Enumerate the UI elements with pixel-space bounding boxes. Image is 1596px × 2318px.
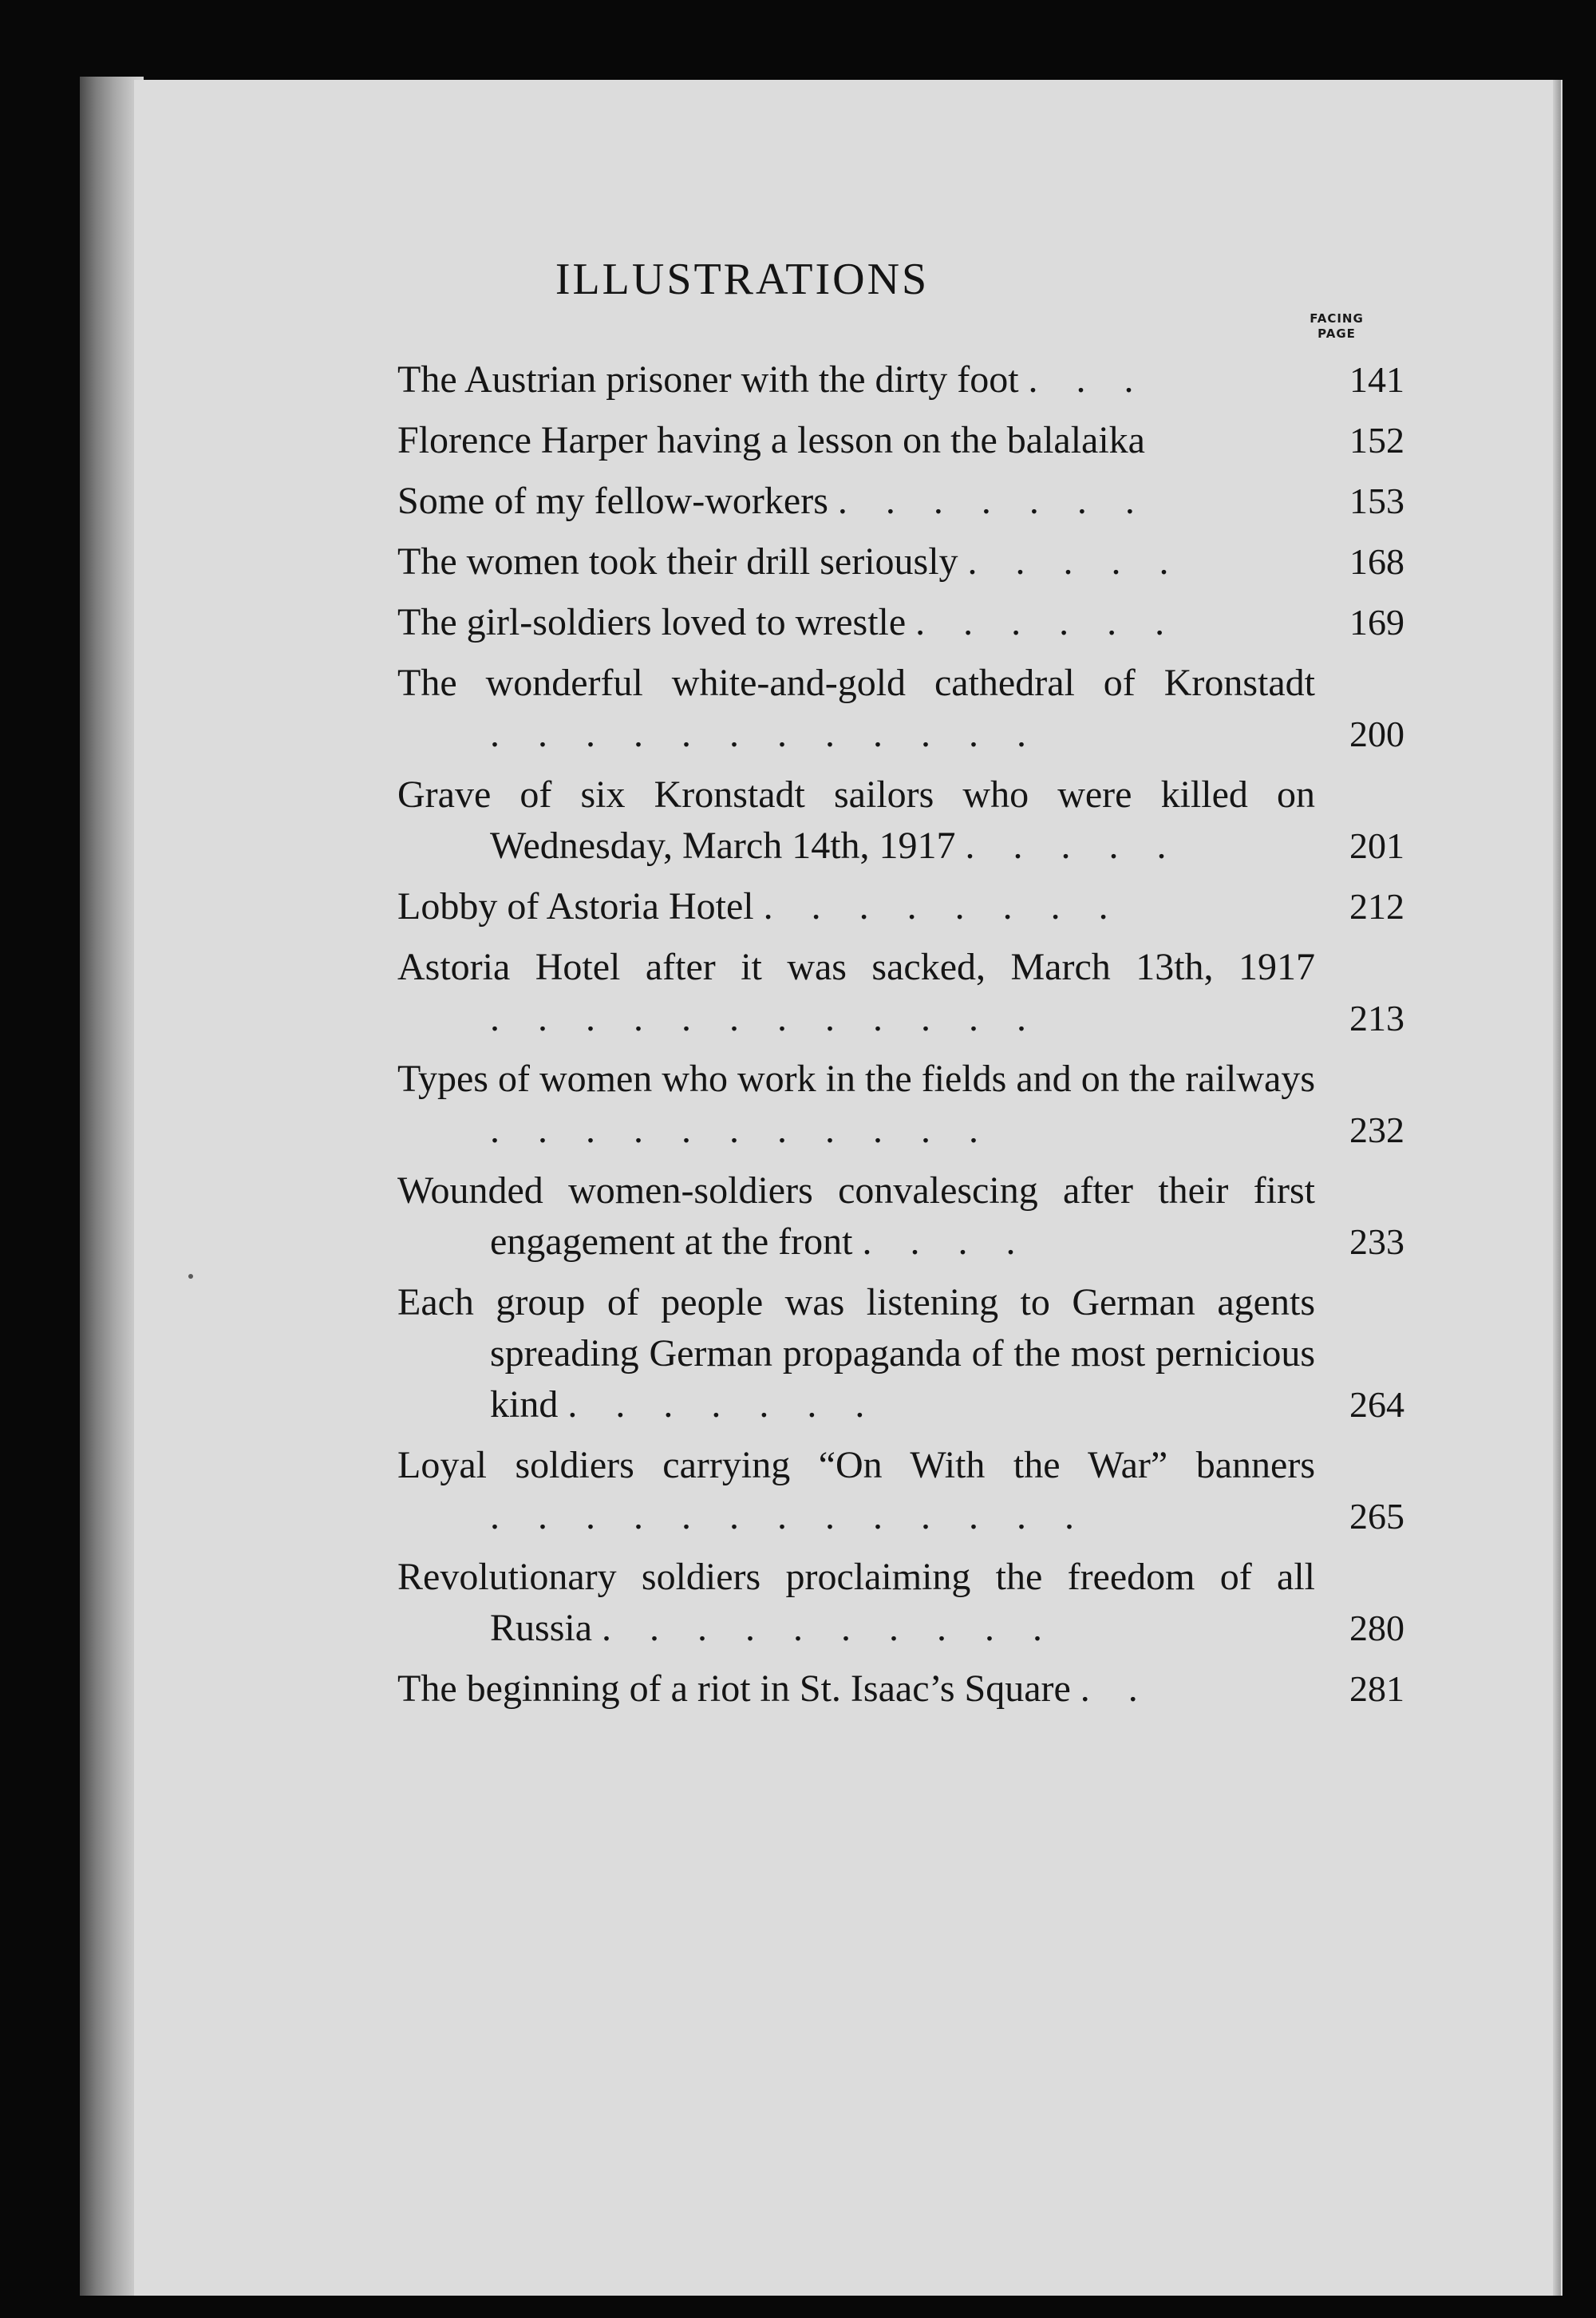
dot-leader: . . . . . . . <box>567 1383 879 1426</box>
entry-caption <box>397 536 1315 587</box>
list-item <box>397 1663 1404 1715</box>
entry-page-number: 141 <box>1349 359 1404 400</box>
caption-text: Loyal soldiers carrying “On With the War” banners <box>397 1444 1315 1486</box>
entry-caption <box>397 1552 1315 1654</box>
caption-text: The women took their drill seriously <box>397 540 958 583</box>
entry-caption <box>397 1663 1315 1715</box>
facing-page-column-header <box>1293 311 1381 342</box>
entry-page-number: 281 <box>1349 1668 1404 1709</box>
list-item <box>397 658 1404 760</box>
dot-leader: . . . . . . . . . . . <box>490 1109 993 1151</box>
scan-speck <box>188 1274 193 1279</box>
list-item <box>397 354 1404 405</box>
list-item <box>397 942 1404 1044</box>
caption-text: Each group of people was listening to German agents spreading German propaganda of the most pernicious kind <box>397 1281 1315 1426</box>
dot-leader: . . . . . . <box>915 601 1179 643</box>
caption-text: Some of my fellow-workers <box>397 480 828 522</box>
caption-text: Wounded women-soldiers convalescing after their first engagement at the front <box>397 1169 1315 1263</box>
entry-page-number: 232 <box>1349 1110 1404 1150</box>
list-item <box>397 536 1404 587</box>
list-item <box>397 597 1404 648</box>
entry-caption <box>397 1440 1315 1542</box>
entry-caption <box>397 354 1315 405</box>
caption-text: Florence Harper having a lesson on the balalaika <box>397 419 1145 461</box>
entry-page-number: 265 <box>1349 1496 1404 1537</box>
dot-leader: . . . . . . . . . . <box>602 1607 1057 1649</box>
entry-caption <box>397 1277 1315 1430</box>
caption-text: Astoria Hotel after it was sacked, March 13th, 1917 <box>397 946 1315 988</box>
entry-caption <box>397 1054 1315 1156</box>
entry-caption <box>397 881 1315 932</box>
entry-page-number: 280 <box>1349 1608 1404 1648</box>
entry-caption <box>397 658 1315 760</box>
entry-caption <box>397 415 1315 466</box>
illustrations-list <box>397 354 1404 1724</box>
dot-leader: . . . . . . . . <box>763 885 1123 928</box>
dot-leader: . . . . <box>862 1220 1030 1263</box>
entry-caption <box>397 1165 1315 1268</box>
caption-text: The wonderful white-and-gold cathedral of Kronstadt <box>397 662 1315 704</box>
column-header-line-2: PAGE <box>1317 326 1356 341</box>
list-item <box>397 1552 1404 1654</box>
list-item <box>397 1054 1404 1156</box>
caption-text: The girl-soldiers loved to wrestle <box>397 601 907 643</box>
column-header-line-1: FACING <box>1310 311 1364 326</box>
list-item <box>397 1277 1404 1430</box>
list-item <box>397 415 1404 466</box>
caption-text: Lobby of Astoria Hotel <box>397 885 754 928</box>
dot-leader: . . <box>1080 1667 1152 1710</box>
list-item <box>397 881 1404 932</box>
dot-leader: . . . . . . . <box>837 480 1149 522</box>
entry-caption <box>397 597 1315 648</box>
entry-page-number: 152 <box>1349 420 1404 461</box>
caption-text: Revolutionary soldiers proclaiming the freedom of all Russia <box>397 1556 1315 1649</box>
dot-leader: . . . <box>1028 358 1148 401</box>
entry-page-number: 264 <box>1349 1384 1404 1425</box>
list-item <box>397 476 1404 527</box>
entry-caption <box>397 942 1315 1044</box>
list-item <box>397 1165 1404 1268</box>
list-item <box>397 1440 1404 1542</box>
page-right-edge <box>1553 80 1561 2296</box>
dot-leader: . . . . . . . . . . . . <box>490 997 1041 1039</box>
entry-page-number: 213 <box>1349 998 1404 1038</box>
entry-page-number: 153 <box>1349 481 1404 521</box>
entry-caption <box>397 476 1315 527</box>
entry-page-number: 233 <box>1349 1221 1404 1262</box>
list-item <box>397 769 1404 872</box>
page-title: ILLUSTRATIONS <box>555 255 930 304</box>
caption-text: The beginning of a riot in St. Isaac’s Square <box>397 1667 1071 1710</box>
entry-page-number: 212 <box>1349 886 1404 927</box>
dot-leader: . . . . . . . . . . . . . <box>490 1495 1088 1537</box>
entry-page-number: 201 <box>1349 825 1404 866</box>
dot-leader: . . . . . . . . . . . . <box>490 713 1041 755</box>
entry-page-number: 168 <box>1349 541 1404 582</box>
entry-caption <box>397 769 1315 872</box>
caption-text: The Austrian prisoner with the dirty foot <box>397 358 1019 401</box>
caption-text: Types of women who work in the fields and on the railways <box>397 1058 1315 1100</box>
dot-leader: . . . . . <box>965 825 1181 867</box>
entry-page-number: 200 <box>1349 714 1404 754</box>
caption-text: Grave of six Kronstadt sailors who were killed on Wednesday, March 14th, 1917 <box>397 773 1315 867</box>
dot-leader: . . . . . <box>967 540 1183 583</box>
entry-page-number: 169 <box>1349 602 1404 643</box>
